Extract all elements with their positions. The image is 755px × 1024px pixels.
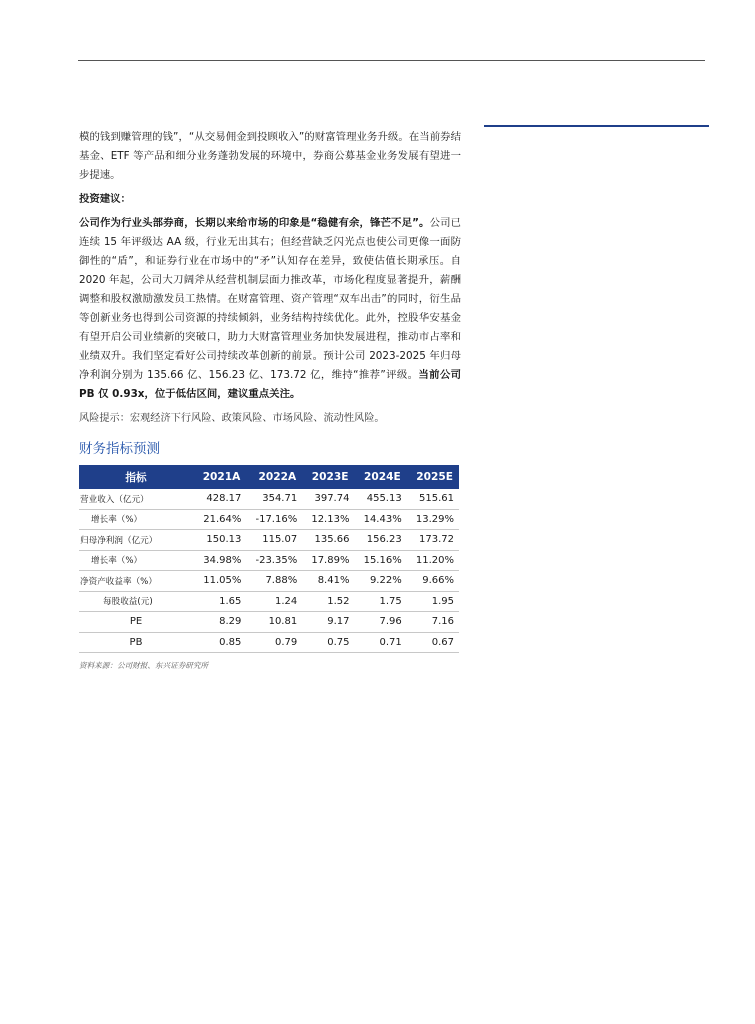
row-value: 10.81 bbox=[246, 612, 302, 633]
row-value: 8.29 bbox=[193, 612, 246, 633]
table-row bbox=[79, 530, 459, 551]
row-value: 150.13 bbox=[193, 530, 246, 551]
invest-conclusion: 当前公司 PB 仅 0.93x，位于低估区间，建议重点关注。 bbox=[79, 369, 462, 400]
table-row bbox=[79, 550, 459, 571]
row-value: 13.29% bbox=[407, 509, 459, 530]
row-value: 173.72 bbox=[407, 530, 459, 551]
row-value: 0.79 bbox=[246, 632, 302, 653]
row-value: 11.05% bbox=[193, 571, 246, 592]
row-value: 135.66 bbox=[302, 530, 354, 551]
invest-lead: 公司作为行业头部券商，长期以来给市场的印象是“稳健有余，锋芒不足”。 bbox=[79, 217, 430, 229]
row-value: 1.95 bbox=[407, 591, 459, 612]
row-value: 11.20% bbox=[407, 550, 459, 571]
row-value: 17.89% bbox=[302, 550, 354, 571]
row-label: 每股收益(元) bbox=[79, 591, 193, 612]
source-note: 资料来源：公司财报、东兴证券研究所 bbox=[79, 661, 209, 670]
row-value: 515.61 bbox=[407, 489, 459, 509]
table-row bbox=[79, 509, 459, 530]
row-label: PE bbox=[79, 612, 193, 633]
row-label: 增长率（%） bbox=[79, 509, 193, 530]
row-value: -17.16% bbox=[246, 509, 302, 530]
financial-forecast-table bbox=[79, 465, 459, 653]
row-value: 34.98% bbox=[193, 550, 246, 571]
row-value: 397.74 bbox=[302, 489, 354, 509]
row-value: 156.23 bbox=[354, 530, 406, 551]
invest-paragraph bbox=[79, 214, 461, 404]
row-value: 9.66% bbox=[407, 571, 459, 592]
header-year: 2025E bbox=[407, 465, 459, 489]
header-year: 2024E bbox=[354, 465, 406, 489]
row-value: 354.71 bbox=[246, 489, 302, 509]
row-value: -23.35% bbox=[246, 550, 302, 571]
table-row bbox=[79, 571, 459, 592]
row-value: 7.96 bbox=[354, 612, 406, 633]
row-value: 0.75 bbox=[302, 632, 354, 653]
row-value: 15.16% bbox=[354, 550, 406, 571]
table-header-row bbox=[79, 465, 459, 489]
report-body bbox=[79, 128, 461, 671]
section-title: 财务指标预测 bbox=[79, 441, 160, 457]
row-value: 1.24 bbox=[246, 591, 302, 612]
row-value: 0.67 bbox=[407, 632, 459, 653]
invest-heading: 投资建议： bbox=[79, 193, 131, 205]
sidebar-rule bbox=[484, 125, 709, 127]
header-year: 2021A bbox=[193, 465, 246, 489]
row-value: 455.13 bbox=[354, 489, 406, 509]
row-label: 净资产收益率（%） bbox=[79, 571, 193, 592]
header-year: 2023E bbox=[302, 465, 354, 489]
row-value: 14.43% bbox=[354, 509, 406, 530]
table-row bbox=[79, 489, 459, 509]
row-value: 21.64% bbox=[193, 509, 246, 530]
row-value: 1.52 bbox=[302, 591, 354, 612]
row-value: 1.75 bbox=[354, 591, 406, 612]
row-value: 1.65 bbox=[193, 591, 246, 612]
row-value: 0.85 bbox=[193, 632, 246, 653]
row-label: 营业收入（亿元） bbox=[79, 489, 193, 509]
row-value: 9.22% bbox=[354, 571, 406, 592]
table-row bbox=[79, 591, 459, 612]
row-value: 7.16 bbox=[407, 612, 459, 633]
row-value: 8.41% bbox=[302, 571, 354, 592]
risk-note: 风险提示：宏观经济下行风险、政策风险、市场风险、流动性风险。 bbox=[79, 413, 385, 424]
header-year: 2022A bbox=[246, 465, 302, 489]
header-label: 指标 bbox=[79, 465, 193, 489]
table-row bbox=[79, 632, 459, 653]
table-row bbox=[79, 612, 459, 633]
row-label: 增长率（%） bbox=[79, 550, 193, 571]
intro-paragraph: 模的钱到赚管理的钱”，“从交易佣金到投顾收入”的财富管理业务升级。在当前券结基金、ETF 等产品和细分业务蓬勃发展的环境中，券商公募基金业务发展有望进一步提速。 bbox=[79, 131, 461, 181]
row-label: PB bbox=[79, 632, 193, 653]
header-rule bbox=[78, 60, 705, 61]
row-value: 428.17 bbox=[193, 489, 246, 509]
row-value: 0.71 bbox=[354, 632, 406, 653]
row-value: 115.07 bbox=[246, 530, 302, 551]
row-value: 12.13% bbox=[302, 509, 354, 530]
row-label: 归母净利润（亿元） bbox=[79, 530, 193, 551]
invest-body: 公司已连续 15 年评级达 AA 级，行业无出其右；但经营缺乏闪光点也使公司更像一面防御性的“盾”，和证券行业在市场中的“矛”认知存在差异，致使估值长期承压。自 2020 年起，公司大刀阔斧从经营机制层面力推改革，市场化程度显著提升，薪酬调整和股权激励激发员工热情。在财富管理、资产管理“双车出击”的同时，衍生品等创新业务也得到公司资源的持续倾斜，业务结构持续优化。此外，控股华安基金有望开启公司业绩新的突破口，助力大财富管理业务加快发展进程，推动市占率和业绩双升。我们坚定看好公司持续改革创新的前景。预计公司 2023-2025 年归母净利润分别为 135.66 亿、156.23 亿、173.72 亿，维持“推荐”评级。 bbox=[79, 217, 462, 381]
row-value: 9.17 bbox=[302, 612, 354, 633]
row-value: 7.88% bbox=[246, 571, 302, 592]
